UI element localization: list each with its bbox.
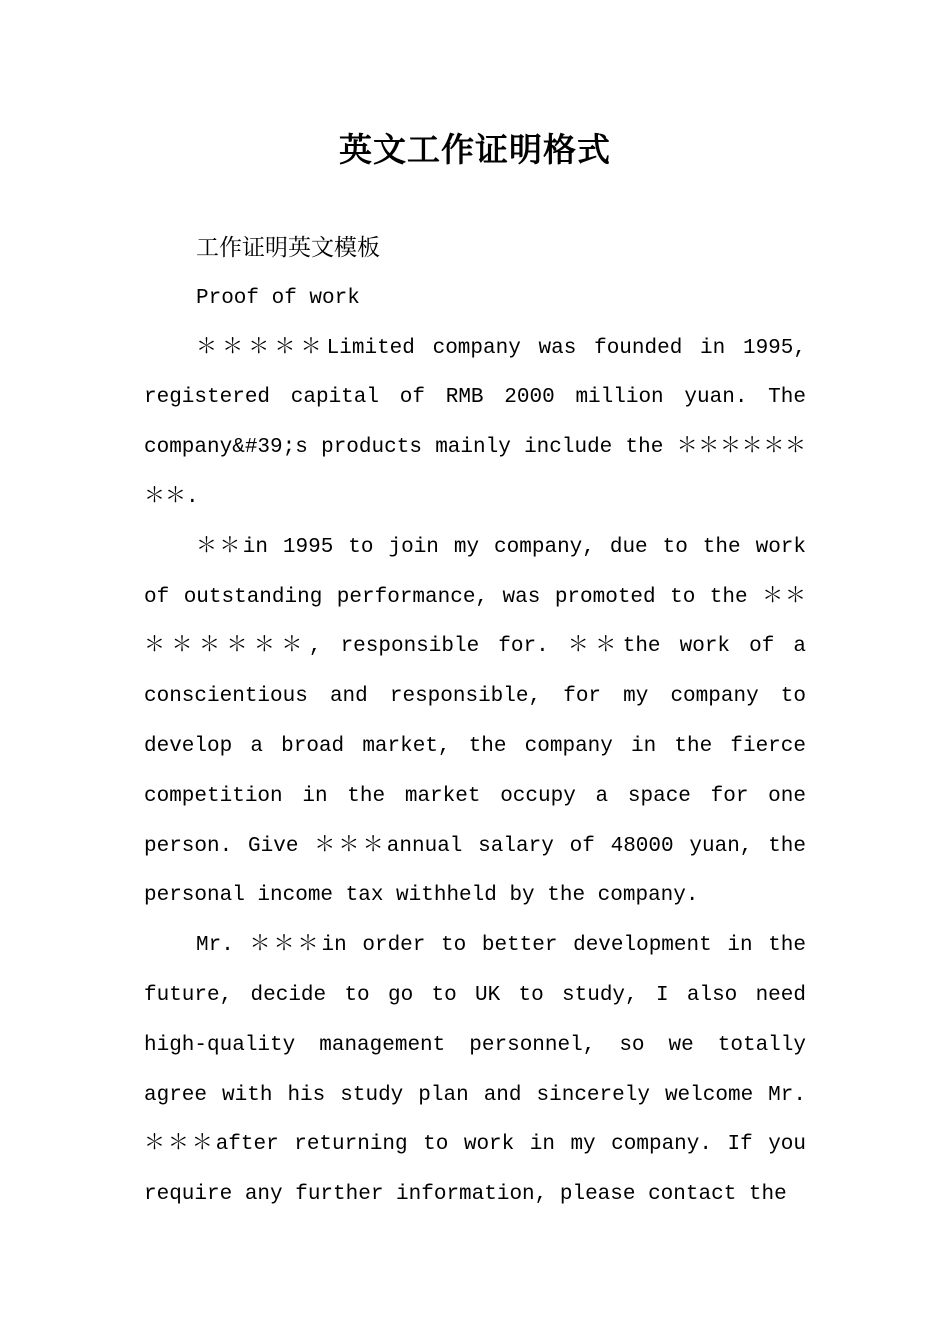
study-plan-paragraph: Mr. ＊＊＊in order to better development in the future, decide to go to UK to study, I also need high-quality management personnel, so we totally agree with his study plan and sincerely welcome Mr. ＊＊＊after returning to work in my company. If you require any further information, please contact the <box>144 934 806 1207</box>
proof-of-work-heading: Proof of work <box>196 286 360 310</box>
template-heading: 工作证明英文模板 <box>196 235 380 261</box>
employment-paragraph: ＊＊in 1995 to join my company, due to the work of outstanding performance, was promoted to the ＊＊＊＊＊＊＊＊, responsible for. ＊＊the work of a conscientious and responsible, for my company to develop a broad market, the company in the fierce competition in the market occupy a space for one person. Give ＊＊＊annual salary of 48000 yuan, the personal income tax withheld by the company. <box>144 535 806 908</box>
document-title: 英文工作证明格式 <box>339 130 611 169</box>
document-body <box>144 224 806 1220</box>
company-intro-paragraph: ＊＊＊＊＊Limited company was founded in 1995, registered capital of RMB 2000 million yuan. The company&#39;s products mainly include the ＊＊＊＊＊＊＊＊. <box>144 336 806 509</box>
